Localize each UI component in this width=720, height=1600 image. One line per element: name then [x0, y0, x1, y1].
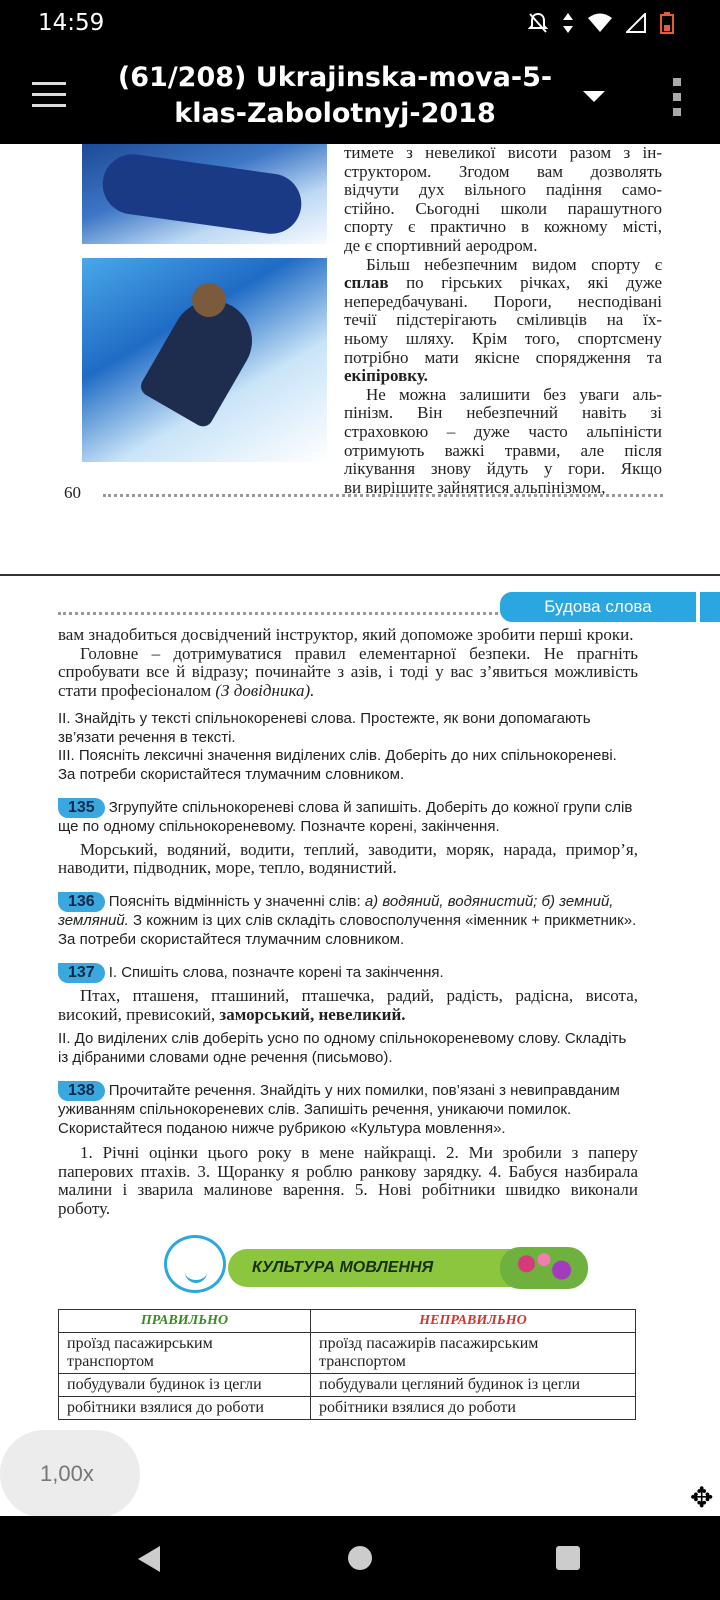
exercise-task-ii: II. До виділених слів доберіть усно по одному спільнокореневому слову. Складіть із дібраними словами одне речення (письмово). — [58, 1030, 627, 1066]
cell-right: проїзд пасажирським транспортом — [59, 1332, 311, 1373]
text-line: непередбачувані. Пороги, несподівані — [344, 291, 662, 311]
task-iii: III. Поясніть лексичні значення виділених слів. Доберіть до них спільнокореневі. За потреби скористайтеся тлумачним словником. — [58, 747, 617, 783]
recents-icon[interactable] — [556, 1546, 580, 1570]
status-bar — [0, 0, 720, 48]
exercise-body: 1. Річні оцінки цього року в мене найкращі. 2. Ми зробили з паперу паперових птахів. 3. Щоранку я роблю ранкову зарядку. 4. Бабуся назбирала малини і зварила малинове варення. 5. Нові робітники швидко виконали роботу. — [58, 1143, 638, 1219]
exercise-body: Морський, водяний, водити, теплий, заводити, моряк, нарада, примор’я, наводити, підводник, море, тепло, водянистий. — [58, 839, 638, 878]
flowers-decoration — [500, 1247, 588, 1289]
text-line: відчути дух вільного падіння само- — [344, 180, 662, 200]
task-ii: II. Знайдіть у тексті спільнокореневі слова. Простежте, як вони допомагають зв’язати речення в тексті. — [58, 710, 591, 746]
table-row — [59, 1332, 636, 1373]
system-nav-bar — [0, 1516, 720, 1600]
cell-right: робітники взялися до роботи — [59, 1396, 311, 1419]
exercise-137 — [58, 963, 638, 1067]
battery-low-icon — [660, 12, 674, 34]
cell-wrong: робітники взялися до роботи — [311, 1396, 636, 1419]
dropdown-caret-icon[interactable] — [583, 91, 605, 102]
dotted-rule — [58, 612, 498, 615]
cell-wrong: побудували цегляний будинок із цегли — [311, 1373, 636, 1396]
exercise-138 — [58, 1081, 638, 1218]
move-arrows-icon[interactable]: ✥ — [690, 1481, 714, 1514]
intro-source: (З довідника). — [215, 680, 315, 700]
text-line: потрібно мати якісне спорядження та — [344, 347, 662, 367]
culture-table — [58, 1309, 636, 1420]
col-wrong-header: НЕПРАВИЛЬНО — [311, 1309, 636, 1332]
app-toolbar — [0, 48, 720, 144]
page-number: 60 — [64, 483, 81, 502]
exercise-task: Поясніть відмінність у значенні слів: — [108, 893, 361, 911]
page60-text — [344, 144, 662, 497]
intro-paragraph-2-text: Головне – дотримуватися правил елементарної безпеки. Не прагніть спробувати все й відразу; починайте з азів, і тоді у вас з’явиться можливість стати професіоналом — [58, 643, 638, 700]
exercise-body — [58, 987, 638, 1024]
exercise-number-badge: 137 — [58, 963, 105, 983]
text-line: Більш небезпечним видом спорту є — [366, 254, 662, 274]
signal-icon — [626, 13, 646, 33]
text-line: стійно. Сьогодні школи парашутного — [344, 198, 662, 218]
exercise-task-rest: З кожним із цих слів складіть словосполучення «іменник + прикметник». За потреби скористайтеся тлумачним словником. — [58, 912, 637, 948]
pdf-page-60 — [0, 144, 720, 574]
text-line: тимете з невеликої висоти разом з ін- — [344, 144, 662, 162]
text-line: отримують важкі травми, але після — [344, 440, 662, 460]
wifi-icon — [588, 13, 612, 33]
dotted-rule — [103, 494, 663, 497]
cell-right: побудували будинок із цегли — [59, 1373, 311, 1396]
zoom-indicator[interactable]: 1,00x — [0, 1430, 140, 1518]
text-line: пінізм. Він небезпечний навіть зі — [344, 403, 662, 423]
exercise-136 — [58, 892, 638, 949]
exercise-words: Птах, пташеня, пташиний, пташечка, радий, радість, радісна, висота, високий, превисокий, — [58, 986, 638, 1024]
text-line: страховкою – дуже часто альпіністи — [344, 421, 662, 441]
text-line: спорту є практично в кожному місті, — [344, 217, 662, 237]
exercise-number-badge: 138 — [58, 1081, 105, 1101]
text-line: течії підстерігають сміливців на їх- — [344, 310, 662, 330]
culture-banner: КУЛЬТУРА МОВЛЕННЯ — [228, 1249, 528, 1287]
text-line: ньому шляху. Крім того, спортсмену — [344, 328, 662, 348]
status-icons — [528, 12, 674, 34]
data-arrows-icon — [562, 12, 574, 34]
exercise-task: I. Спишіть слова, позначте корені та закінчення. — [108, 964, 444, 982]
mute-bell-icon — [528, 12, 548, 34]
home-icon[interactable] — [348, 1546, 372, 1570]
table-row — [59, 1396, 636, 1419]
status-time: 14:59 — [38, 10, 105, 36]
exercise-number-badge: 135 — [58, 798, 105, 818]
exercise-task: Прочитайте речення. Знайдіть у них помилки, пов’язані з невиправданим уживанням спільнокореневих слів. Запишіть речення, уникаючи помилок. Скористайтеся поданою нижче рубрикою «Культура мовлення». — [58, 1082, 620, 1137]
exercise-task: Згрупуйте спільнокореневі слова й запишіть. Доберіть до кожної групи слів ще по одному спільнокореневому. Позначте корені, закінчення. — [58, 799, 633, 836]
text-line: Не можна залишити без уваги аль- — [366, 384, 662, 404]
text-line: лікування знову йдуть у гори. Якщо — [344, 459, 662, 479]
text-line: структором. Згодом вам дозволять — [344, 161, 662, 181]
text-line: сплав по гірських річках, які дуже — [344, 273, 662, 293]
exercise-135 — [58, 798, 638, 878]
exercise-task-italic: а) водяний, водянистий; б) земний, земляний. — [58, 893, 614, 930]
section-tab-edge — [700, 592, 720, 622]
col-right-header: ПРАВИЛЬНО — [59, 1309, 311, 1332]
exercise-number-badge: 136 — [58, 892, 105, 912]
intro-paragraph-1: вам знадобиться досвідчений інструктор, який допоможе зробити перші кроки. — [58, 625, 634, 644]
kid-face-icon — [164, 1235, 226, 1293]
table-row — [59, 1373, 636, 1396]
culture-rubric — [58, 1233, 638, 1297]
back-icon[interactable] — [138, 1546, 160, 1572]
document-title[interactable]: (61/208) Ukrajinska-mova-5-klas-Zabolotnyj-2018 — [117, 62, 553, 129]
text-line: екіпіровку. — [344, 366, 428, 386]
section-tab: Будова слова — [500, 592, 696, 622]
snowboarder-photo — [82, 258, 327, 462]
page61-content — [58, 626, 638, 1420]
exercise-bold-words: заморський, невеликий. — [219, 1004, 406, 1024]
cell-wrong: проїзд пасажирів пасажирським транспортом — [311, 1332, 636, 1373]
jetski-photo — [82, 144, 327, 244]
hamburger-menu-icon[interactable] — [32, 82, 66, 110]
text-line: ви вирішите зайнятися альпінізмом, — [344, 477, 606, 497]
more-options-icon[interactable] — [673, 78, 681, 116]
pdf-page-61 — [0, 576, 720, 1514]
intro-paragraph-2 — [58, 645, 638, 701]
text-line: де є спортивний аеродром. — [344, 235, 538, 255]
